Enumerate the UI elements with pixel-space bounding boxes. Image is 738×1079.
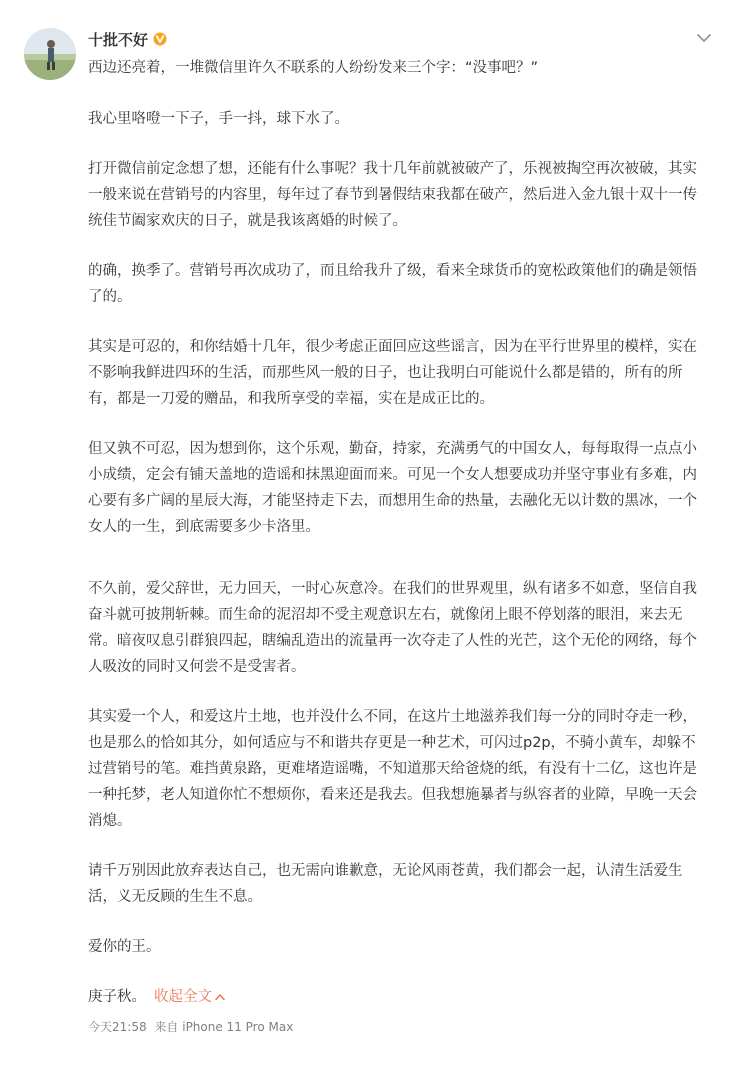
username[interactable]: 十批不好 bbox=[88, 30, 149, 49]
post-meta bbox=[88, 1014, 708, 1040]
chevron-down-icon[interactable] bbox=[696, 32, 712, 44]
post-paragraph: 打开微信前定念想了想，还能有什么事呢？我十几年前就被破产了，乐视被掏空再次被破，其实一般来说在营销号的内容里，每年过了春节到暑假结束我都在破产，然后进入金九银十双十一传统佳节阖家欢庆的日子，就是我该离婚的时候了。 bbox=[88, 161, 697, 229]
avatar[interactable] bbox=[24, 28, 76, 80]
post-header bbox=[24, 22, 714, 84]
avatar-image bbox=[24, 28, 76, 80]
verified-v-icon bbox=[153, 32, 167, 46]
post-paragraph: 不久前，爱父辞世，无力回天，一时心灰意冷。在我们的世界观里，纵有诸多不如意，坚信自我奋斗就可披荆斩棘。而生命的泥沼却不受主观意识左右，就像闭上眼不停划落的眼泪，来去无常。暗夜叹息引群狼四起，瞎编乱造出的流量再一次夺走了人性的光芒，这个无伦的网络，每个人吸汝的同时又何尝不是受害者。 bbox=[88, 581, 697, 675]
post-paragraph: 其实爱一个人，和爱这片土地，也并没什么不同，在这片土地滋养我们每一分的同时夺走一秒，也是那么的恰如其分，如何适应与不和谐共存更是一种艺术，可闪过p2p，不骑小黄车，却躲不过营销号的笔。难挡黄泉路，更难堵造谣嘴，不知道那天给爸烧的纸，有没有十二亿，这也许是一种托梦，老人知道你忙不想烦你，看来还是我去。但我想施暴者与纵容者的业障，早晚一天会消熄。 bbox=[88, 709, 697, 829]
post-paragraph: 其实是可忍的，和你结婚十几年，很少考虑正面回应这些谣言，因为在平行世界里的模样，实在不影响我鲜进四环的生活，而那些风一般的日子，也让我明白可能说什么都是错的，所有的所有，都是一刀爱的赠品，和我所享受的幸福，实在是成正比的。 bbox=[88, 339, 697, 407]
post-body bbox=[88, 106, 708, 1040]
collapse-label: 收起全文 bbox=[154, 989, 212, 1005]
post-paragraph: 爱你的王。 bbox=[88, 939, 161, 955]
post-paragraph: 请千万别因此放弃表达自己，也无需向谁歉意，无论风雨苍黄，我们都会一起，认清生活爱生活，义无反顾的生生不息。 bbox=[88, 863, 683, 905]
post-paragraph: 但又孰不可忍，因为想到你，这个乐观，勤奋，持家，充满勇气的中国女人，每每取得一点点小小成绩，定会有铺天盖地的造谣和抹黑迎面而来。可见一个女人想要成功并坚守事业有多难，内心要有多广阔的星辰大海，才能坚持走下去，而想用生命的热量，去融化无以计数的黑冰，一个女人的一生，到底需要多少卡洛里。 bbox=[88, 441, 697, 535]
post-paragraph: 的确，换季了。营销号再次成功了，而且给我升了级，看来全球货币的宽松政策他们的确是领悟了的。 bbox=[88, 263, 697, 305]
post-time[interactable]: 今天21:58 bbox=[88, 1020, 147, 1034]
signature: 庚子秋。 bbox=[88, 989, 146, 1005]
caret-up-icon bbox=[215, 993, 225, 1001]
post-first-line: 西边还亮着，一堆微信里许久不联系的人纷纷发来三个字：“没事吧？” bbox=[88, 60, 539, 76]
collapse-full-text-link[interactable] bbox=[154, 989, 225, 1005]
username-row bbox=[88, 28, 167, 50]
signature-row bbox=[88, 984, 708, 1010]
post-source: 来自 iPhone 11 Pro Max bbox=[154, 1020, 294, 1034]
post-paragraph: 我心里咯噔一下子，手一抖，球下水了。 bbox=[88, 111, 349, 127]
